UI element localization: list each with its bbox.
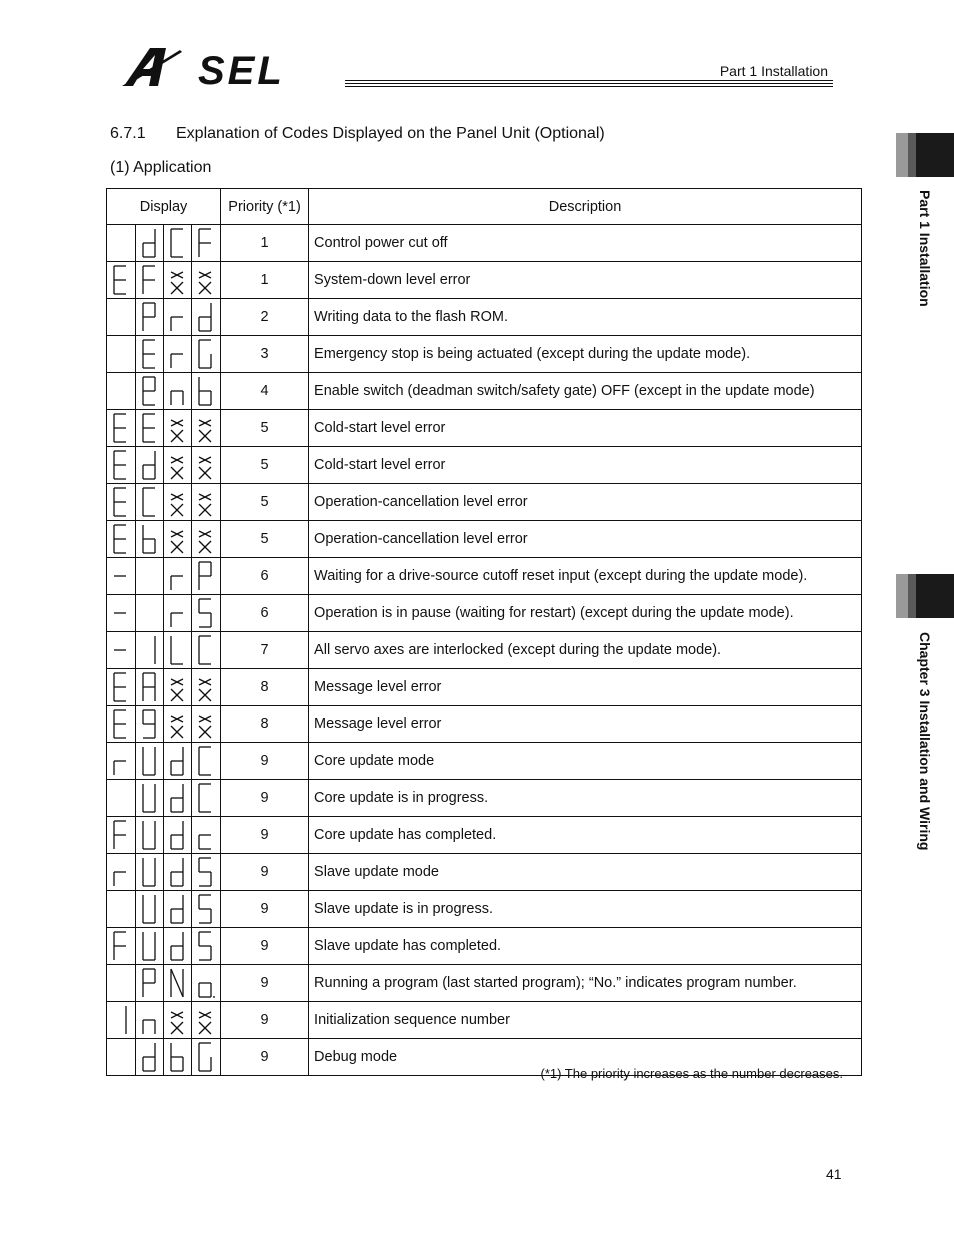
segment-glyph xyxy=(168,669,188,705)
segment-glyph xyxy=(140,817,160,853)
display-digit-cell xyxy=(107,484,136,521)
display-digit-cell xyxy=(192,373,221,410)
header-description: Description xyxy=(309,189,862,225)
segment-glyph xyxy=(168,1002,188,1038)
display-digit-cell xyxy=(136,632,164,669)
priority-cell: 9 xyxy=(221,965,309,1002)
table-row xyxy=(107,928,862,965)
display-digit-cell xyxy=(136,1039,164,1076)
table-row xyxy=(107,1002,862,1039)
description-cell: All servo axes are interlocked (except during the update mode). xyxy=(309,632,862,669)
segment-glyph xyxy=(196,706,216,742)
segment-glyph xyxy=(111,1002,131,1038)
priority-cell: 4 xyxy=(221,373,309,410)
header-priority: Priority (*1) xyxy=(221,189,309,225)
display-digit-cell xyxy=(136,484,164,521)
display-digit-cell xyxy=(164,706,192,743)
description-cell: Operation is in pause (waiting for restart) (except during the update mode). xyxy=(309,595,862,632)
segment-glyph xyxy=(196,965,216,1001)
segment-glyph xyxy=(140,1039,160,1075)
priority-cell: 9 xyxy=(221,854,309,891)
subsection-title: (1) Application xyxy=(110,159,212,176)
segment-glyph xyxy=(140,780,160,816)
segment-glyph xyxy=(168,299,188,335)
segment-glyph xyxy=(140,632,160,668)
segment-glyph xyxy=(111,521,131,557)
display-digit-cell xyxy=(136,706,164,743)
segment-glyph xyxy=(196,595,216,631)
segment-glyph xyxy=(168,262,188,298)
display-digit-cell xyxy=(136,928,164,965)
display-digit-cell xyxy=(192,706,221,743)
priority-cell: 3 xyxy=(221,336,309,373)
priority-cell: 1 xyxy=(221,262,309,299)
segment-glyph xyxy=(196,447,216,483)
priority-cell: 6 xyxy=(221,558,309,595)
table-row xyxy=(107,854,862,891)
segment-glyph xyxy=(168,891,188,927)
display-digit-cell xyxy=(192,632,221,669)
description-cell: Enable switch (deadman switch/safety gate) OFF (except in the update mode) xyxy=(309,373,862,410)
segment-glyph xyxy=(140,521,160,557)
priority-cell: 9 xyxy=(221,928,309,965)
display-digit-cell xyxy=(136,447,164,484)
segment-glyph xyxy=(168,558,188,594)
display-digit-cell xyxy=(164,669,192,706)
segment-glyph xyxy=(196,669,216,705)
table-row xyxy=(107,780,862,817)
display-digit-cell xyxy=(164,225,192,262)
segment-glyph xyxy=(168,743,188,779)
display-digit-cell xyxy=(136,336,164,373)
display-digit-cell xyxy=(136,854,164,891)
display-digit-cell xyxy=(107,817,136,854)
description-cell: Message level error xyxy=(309,669,862,706)
table-row xyxy=(107,262,862,299)
display-digit-cell xyxy=(192,447,221,484)
segment-glyph xyxy=(196,521,216,557)
display-digit-cell xyxy=(192,780,221,817)
segment-glyph xyxy=(168,1039,188,1075)
segment-glyph xyxy=(168,447,188,483)
description-cell: Cold-start level error xyxy=(309,447,862,484)
description-cell: System-down level error xyxy=(309,262,862,299)
segment-glyph xyxy=(196,891,216,927)
segment-glyph xyxy=(196,262,216,298)
segment-glyph xyxy=(168,410,188,446)
segment-glyph xyxy=(111,595,131,631)
display-digit-cell xyxy=(107,669,136,706)
description-cell: Core update is in progress. xyxy=(309,780,862,817)
display-digit-cell xyxy=(136,743,164,780)
display-digit-cell xyxy=(192,225,221,262)
display-digit-cell xyxy=(164,780,192,817)
segment-glyph xyxy=(140,1002,160,1038)
table-row xyxy=(107,632,862,669)
segment-glyph xyxy=(196,632,216,668)
segment-glyph xyxy=(111,706,131,742)
segment-glyph xyxy=(111,262,131,298)
segment-glyph xyxy=(196,743,216,779)
segment-glyph xyxy=(140,447,160,483)
description-cell: Core update has completed. xyxy=(309,817,862,854)
display-digit-cell xyxy=(164,558,192,595)
chapter-tab-marker xyxy=(896,574,954,618)
table-row xyxy=(107,521,862,558)
table-row xyxy=(107,447,862,484)
section-title xyxy=(110,125,605,143)
segment-glyph xyxy=(196,373,216,409)
table-row xyxy=(107,410,862,447)
display-digit-cell xyxy=(192,299,221,336)
segment-glyph xyxy=(168,336,188,372)
display-digit-cell xyxy=(107,632,136,669)
table-row xyxy=(107,299,862,336)
segment-glyph xyxy=(111,632,131,668)
priority-cell: 9 xyxy=(221,1002,309,1039)
description-cell: Writing data to the flash ROM. xyxy=(309,299,862,336)
display-digit-cell xyxy=(164,262,192,299)
description-cell: Slave update has completed. xyxy=(309,928,862,965)
priority-cell: 8 xyxy=(221,669,309,706)
segment-glyph xyxy=(111,854,131,890)
priority-cell: 9 xyxy=(221,1039,309,1076)
display-digit-cell xyxy=(107,780,136,817)
segment-glyph xyxy=(168,484,188,520)
segment-glyph xyxy=(140,743,160,779)
segment-glyph xyxy=(196,336,216,372)
display-digit-cell xyxy=(164,373,192,410)
display-digit-cell xyxy=(164,632,192,669)
table-row xyxy=(107,336,862,373)
display-digit-cell xyxy=(136,558,164,595)
display-digit-cell xyxy=(164,1002,192,1039)
segment-glyph xyxy=(168,225,188,261)
segment-glyph xyxy=(168,817,188,853)
priority-cell: 8 xyxy=(221,706,309,743)
description-cell: Control power cut off xyxy=(309,225,862,262)
display-digit-cell xyxy=(192,521,221,558)
segment-glyph xyxy=(196,928,216,964)
part-tab-marker xyxy=(896,133,954,177)
section-title-text: Explanation of Codes Displayed on the Panel Unit (Optional) xyxy=(176,125,605,142)
description-cell: Core update mode xyxy=(309,743,862,780)
description-cell: Debug mode xyxy=(309,1039,862,1076)
priority-cell: 6 xyxy=(221,595,309,632)
description-cell: Initialization sequence number xyxy=(309,1002,862,1039)
display-digit-cell xyxy=(107,225,136,262)
display-digit-cell xyxy=(164,299,192,336)
segment-glyph xyxy=(196,558,216,594)
asel-logo xyxy=(120,44,345,88)
display-digit-cell xyxy=(107,558,136,595)
table-row xyxy=(107,706,862,743)
priority-cell: 2 xyxy=(221,299,309,336)
segment-glyph xyxy=(111,817,131,853)
table-row xyxy=(107,743,862,780)
table-row xyxy=(107,965,862,1002)
display-digit-cell xyxy=(107,743,136,780)
description-cell: Message level error xyxy=(309,706,862,743)
display-digit-cell xyxy=(107,854,136,891)
segment-glyph xyxy=(196,817,216,853)
display-digit-cell xyxy=(164,854,192,891)
display-digit-cell xyxy=(136,299,164,336)
priority-cell: 9 xyxy=(221,743,309,780)
table-row xyxy=(107,669,862,706)
segment-glyph xyxy=(168,632,188,668)
priority-cell: 5 xyxy=(221,410,309,447)
display-digit-cell xyxy=(107,965,136,1002)
display-digit-cell xyxy=(107,891,136,928)
display-digit-cell xyxy=(164,928,192,965)
display-digit-cell xyxy=(192,965,221,1002)
segment-glyph xyxy=(140,965,160,1001)
display-digit-cell xyxy=(192,1002,221,1039)
display-digit-cell xyxy=(164,521,192,558)
description-cell: Slave update mode xyxy=(309,854,862,891)
display-digit-cell xyxy=(164,410,192,447)
display-digit-cell xyxy=(192,558,221,595)
display-digit-cell xyxy=(136,780,164,817)
segment-glyph xyxy=(111,743,131,779)
display-digit-cell xyxy=(107,706,136,743)
priority-cell: 5 xyxy=(221,521,309,558)
segment-glyph xyxy=(196,1002,216,1038)
segment-glyph xyxy=(111,928,131,964)
segment-glyph xyxy=(168,706,188,742)
table-row xyxy=(107,225,862,262)
header-section-label: Part 1 Installation xyxy=(719,63,828,79)
table-header-row xyxy=(107,189,862,225)
display-digit-cell xyxy=(136,373,164,410)
segment-glyph xyxy=(140,225,160,261)
display-digit-cell xyxy=(107,928,136,965)
segment-glyph xyxy=(196,410,216,446)
description-cell: Running a program (last started program); “No.” indicates program number. xyxy=(309,965,862,1002)
segment-glyph xyxy=(140,484,160,520)
display-digit-cell xyxy=(164,965,192,1002)
segment-glyph xyxy=(168,373,188,409)
display-digit-cell xyxy=(136,410,164,447)
chapter-side-label: Chapter 3 Installation and Wiring xyxy=(917,632,933,851)
segment-glyph xyxy=(196,854,216,890)
display-digit-cell xyxy=(107,373,136,410)
display-digit-cell xyxy=(164,447,192,484)
priority-cell: 1 xyxy=(221,225,309,262)
display-digit-cell xyxy=(192,262,221,299)
description-cell: Operation-cancellation level error xyxy=(309,484,862,521)
display-digit-cell xyxy=(164,891,192,928)
display-digit-cell xyxy=(164,484,192,521)
display-digit-cell xyxy=(136,262,164,299)
display-digit-cell xyxy=(107,410,136,447)
segment-glyph xyxy=(168,854,188,890)
table-row xyxy=(107,595,862,632)
segment-glyph xyxy=(168,928,188,964)
display-digit-cell xyxy=(136,891,164,928)
description-cell: Waiting for a drive-source cutoff reset input (except during the update mode). xyxy=(309,558,862,595)
description-cell: Operation-cancellation level error xyxy=(309,521,862,558)
segment-glyph xyxy=(168,595,188,631)
display-digit-cell xyxy=(107,262,136,299)
header-display: Display xyxy=(107,189,221,225)
display-digit-cell xyxy=(136,965,164,1002)
display-digit-cell xyxy=(164,595,192,632)
part-side-label: Part 1 Installation xyxy=(917,190,933,307)
segment-glyph xyxy=(196,1039,216,1075)
codes-table xyxy=(106,188,862,1076)
segment-glyph xyxy=(196,299,216,335)
segment-glyph xyxy=(140,706,160,742)
header-rule xyxy=(345,80,833,89)
display-digit-cell xyxy=(192,928,221,965)
display-digit-cell xyxy=(107,447,136,484)
table-row xyxy=(107,891,862,928)
table-row xyxy=(107,558,862,595)
display-digit-cell xyxy=(107,595,136,632)
table-row xyxy=(107,817,862,854)
display-digit-cell xyxy=(164,743,192,780)
segment-glyph xyxy=(196,225,216,261)
segment-glyph xyxy=(140,336,160,372)
display-digit-cell xyxy=(107,336,136,373)
segment-glyph xyxy=(140,928,160,964)
display-digit-cell xyxy=(136,817,164,854)
display-digit-cell xyxy=(192,484,221,521)
display-digit-cell xyxy=(192,1039,221,1076)
display-digit-cell xyxy=(192,743,221,780)
footnote: (*1) The priority increases as the number decreases. xyxy=(540,1066,843,1081)
priority-cell: 9 xyxy=(221,780,309,817)
display-digit-cell xyxy=(136,521,164,558)
display-digit-cell xyxy=(107,1039,136,1076)
priority-cell: 5 xyxy=(221,447,309,484)
description-cell: Cold-start level error xyxy=(309,410,862,447)
page-number: 41 xyxy=(826,1166,842,1182)
display-digit-cell xyxy=(192,669,221,706)
display-digit-cell xyxy=(107,1002,136,1039)
segment-glyph xyxy=(196,780,216,816)
priority-cell: 7 xyxy=(221,632,309,669)
segment-glyph xyxy=(111,484,131,520)
segment-glyph xyxy=(168,780,188,816)
segment-glyph xyxy=(140,891,160,927)
segment-glyph xyxy=(140,262,160,298)
svg-text:SEL: SEL xyxy=(198,49,285,88)
table-row xyxy=(107,484,862,521)
segment-glyph xyxy=(140,854,160,890)
display-digit-cell xyxy=(192,817,221,854)
segment-glyph xyxy=(111,410,131,446)
display-digit-cell xyxy=(136,1002,164,1039)
display-digit-cell xyxy=(107,521,136,558)
segment-glyph xyxy=(140,669,160,705)
display-digit-cell xyxy=(136,225,164,262)
display-digit-cell xyxy=(136,595,164,632)
segment-glyph xyxy=(140,410,160,446)
display-digit-cell xyxy=(164,1039,192,1076)
display-digit-cell xyxy=(192,854,221,891)
display-digit-cell xyxy=(192,336,221,373)
display-digit-cell xyxy=(136,669,164,706)
segment-glyph xyxy=(196,484,216,520)
segment-glyph xyxy=(140,299,160,335)
table-row xyxy=(107,373,862,410)
description-cell: Emergency stop is being actuated (except during the update mode). xyxy=(309,336,862,373)
display-digit-cell xyxy=(107,299,136,336)
priority-cell: 9 xyxy=(221,817,309,854)
segment-glyph xyxy=(168,521,188,557)
display-digit-cell xyxy=(164,817,192,854)
priority-cell: 5 xyxy=(221,484,309,521)
description-cell: Slave update is in progress. xyxy=(309,891,862,928)
display-digit-cell xyxy=(192,410,221,447)
segment-glyph xyxy=(111,447,131,483)
display-digit-cell xyxy=(192,595,221,632)
display-digit-cell xyxy=(164,336,192,373)
segment-glyph xyxy=(111,558,131,594)
segment-glyph xyxy=(168,965,188,1001)
segment-glyph xyxy=(140,373,160,409)
segment-glyph xyxy=(111,669,131,705)
section-number: 6.7.1 xyxy=(110,125,146,142)
display-digit-cell xyxy=(192,891,221,928)
priority-cell: 9 xyxy=(221,891,309,928)
